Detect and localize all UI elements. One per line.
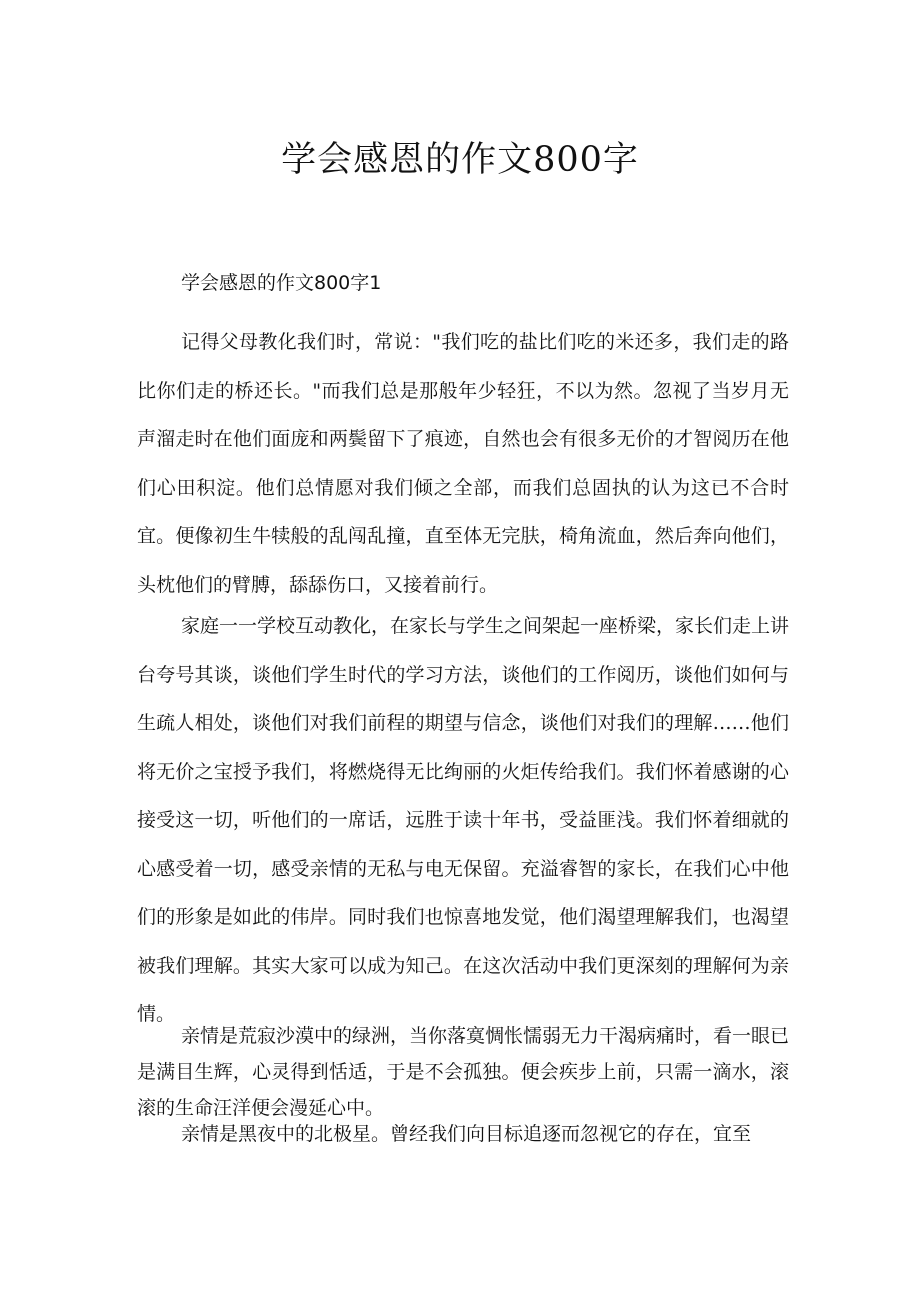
paragraph-3: 亲情是荒寂沙漠中的绿洲，当你落寞惆怅懦弱无力干渴病痛时，看一眼已是满目生辉，心灵得到恬适，于是不会孤独。便会疾步上前，只需一滴水，滚滚的生命汪洋便会漫延心中。 (137, 1025, 790, 1119)
paragraph-4: 亲情是黑夜中的北极星。曾经我们向目标追逐而忽视它的存在，宜至 (181, 1123, 752, 1145)
section-heading: 学会感恩的作文800字1 (181, 272, 382, 294)
paragraph-1: 记得父母教化我们时，常说："我们吃的盐比们吃的米还多，我们走的路比你们走的桥还长。"而我们总是那般年少轻狂，不以为然。忽视了当岁月无声溜走时在他们面庞和两鬓留下了痕迹，自然也会有很多无价的才智阅历在他们心田积淀。他们总情愿对我们倾之全部，而我们总固执的认为这已不合时宜。便像初生牛犊般的乱闯乱撞，直至体无完肤，椅角流血，然后奔向他们，头枕他们的臂膊，舔舔伤口，又接着前行。 (137, 331, 789, 596)
document-title: 学会感恩的作文800字 (281, 140, 639, 180)
paragraph-2: 家庭一一学校互动教化，在家长与学生之间架起一座桥梁，家长们走上讲台夸号其谈，谈他们学生时代的学习方法，谈他们的工作阅历，谈他们如何与生疏人相处，谈他们对我们前程的期望与信念，谈他们对我们的理解……他们将无价之宝授予我们，将燃烧得无比绚丽的火炬传给我们。我们怀着感谢的心接受这一切，听他们的一席话，远胜于读十年书，受益匪浅。我们怀着细就的心感受着一切，感受亲情的无私与电无保留。充溢睿智的家长，在我们心中他们的形象是如此的伟岸。同时我们也惊喜地发觉，他们渴望理解我们，也渴望被我们理解。其实大家可以成为知己。在这次活动中我们更深刻的理解何为亲情。 (137, 615, 790, 1025)
